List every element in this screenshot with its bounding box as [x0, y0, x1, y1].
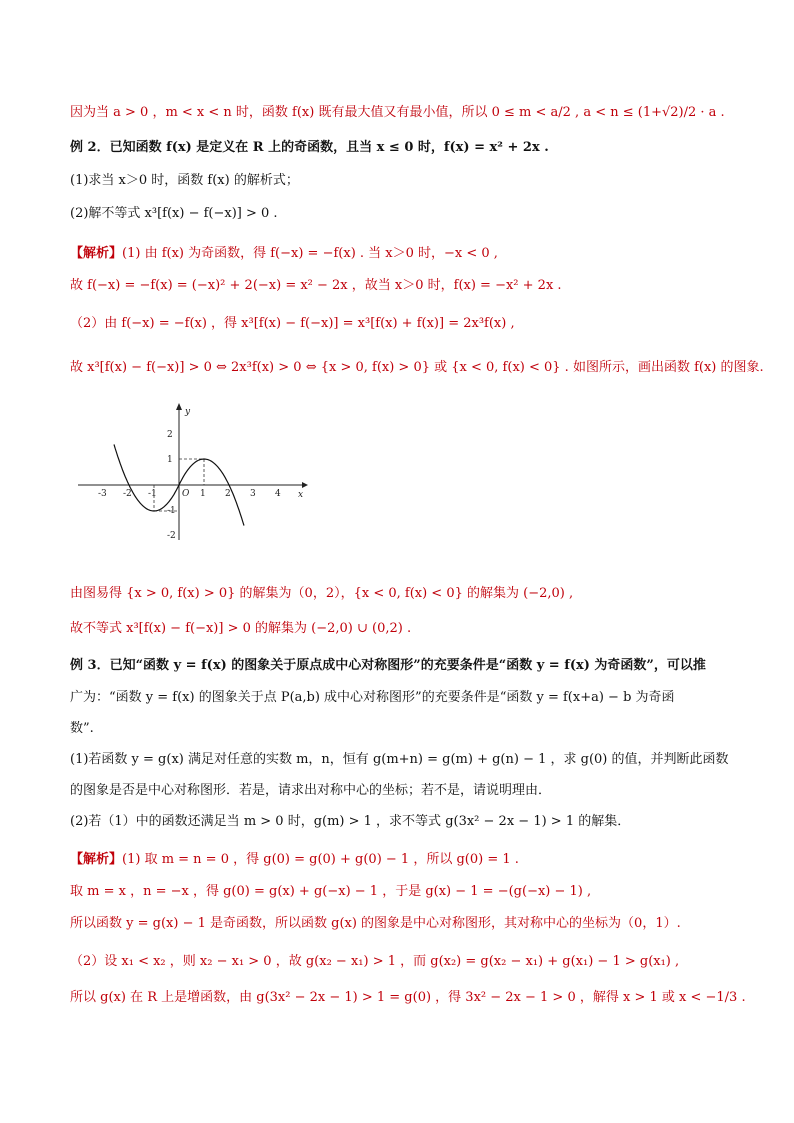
x-axis-arrow: [302, 482, 308, 488]
x-axis-label: x: [298, 490, 304, 500]
solution-3-line-1: [70, 850, 519, 870]
x-tick: 2: [225, 489, 231, 499]
x-tick: 4: [275, 489, 281, 499]
solution-2-line-3: （2）由 f(−x) = −f(x) ，得 x³[f(x) − f(−x)] = x³[f(x) + f(x)] = 2x³f(x) ,: [70, 316, 515, 331]
solution-3-line-4: （2）设 x₁ < x₂ ，则 x₂ − x₁ > 0 ，故 g(x₂ − x₁) > 1 ，而 g(x₂) = g(x₂ − x₁) + g(x₁) − 1 > g(x₁) ,: [70, 954, 680, 969]
y-axis-label: y: [185, 407, 191, 417]
solution-2-text-1: (1) 由 f(x) 为奇函数，得 f(−x) = −f(x) . 当 x＞0 时，−x < 0 ,: [122, 246, 498, 261]
solution-2-line-2: 故 f(−x) = −f(x) = (−x)² + 2(−x) = x² − 2x ，故当 x＞0 时，f(x) = −x² + 2x .: [70, 278, 562, 293]
question-3-2: (2)若（1）中的函数还满足当 m > 0 时，g(m) > 1 ，求不等式 g(3x² − 2x − 1) > 1 的解集．: [70, 814, 631, 829]
y-tick: -1: [167, 506, 176, 516]
x-tick: -1: [148, 489, 157, 499]
y-axis-arrow: [176, 403, 182, 410]
solution-3-line-2: 取 m = x ，n = −x ，得 g(0) = g(x) + g(−x) − 1 ，于是 g(x) − 1 = −(g(−x) − 1) ,: [70, 884, 592, 899]
solution-2-line-5: 由图易得 {x > 0, f(x) > 0} 的解集为（0，2），{x < 0, f(x) < 0} 的解集为 (−2,0) ,: [70, 586, 574, 601]
question-2-1: (1)求当 x＞0 时，函数 f(x) 的解析式；: [70, 173, 299, 188]
function-graph: [70, 400, 315, 545]
solution-3-text-1: (1) 取 m = n = 0 ，得 g(0) = g(0) + g(0) − 1 ，所以 g(0) = 1 .: [122, 852, 519, 867]
solution-tag: 【解析】: [70, 246, 123, 261]
x-tick: 1: [200, 489, 206, 499]
example-3-text-1: 例 3．已知“函数 y = f(x) 的图象关于原点成中心对称图形”的充要条件是“函数 y = f(x) 为奇函数”，可以推: [70, 658, 706, 673]
example-3-line-1: [70, 656, 706, 676]
solution-tag: 【解析】: [70, 852, 123, 867]
x-tick: -3: [98, 489, 107, 499]
example-2-title: [70, 138, 549, 158]
x-tick: -2: [123, 489, 132, 499]
y-tick: -2: [167, 531, 176, 541]
text-line-1: 因为当 a > 0 ，m < x < n 时，函数 f(x) 既有最大值又有最小值，所以 0 ≤ m < a/2 , a < n ≤ (1+√2)/2 · a .: [70, 105, 725, 120]
x-tick: 3: [250, 489, 256, 499]
solution-3-line-5: 所以 g(x) 在 R 上是增函数，由 g(3x² − 2x − 1) > 1 = g(0) ，得 3x² − 2x − 1 > 0 ，解得 x > 1 或 x < −1/3 .: [70, 990, 746, 1005]
question-3-1-cont: 的图象是否是中心对称图形．若是，请求出对称中心的坐标；若不是，请说明理由．: [70, 783, 552, 798]
example-3-line-3: 数”.: [70, 721, 94, 736]
solution-3-line-3: 所以函数 y = g(x) − 1 是奇函数，所以函数 g(x) 的图象是中心对称图形，其对称中心的坐标为（0，1）.: [70, 916, 681, 931]
origin-label: O: [182, 489, 190, 499]
y-tick: 1: [167, 455, 173, 465]
question-2-2: (2)解不等式 x³[f(x) − f(−x)] > 0 .: [70, 206, 278, 221]
solution-2-line-6: 故不等式 x³[f(x) − f(−x)] > 0 的解集为 (−2,0) ∪ (0,2) .: [70, 621, 412, 636]
question-3-1: (1)若函数 y = g(x) 满足对任意的实数 m，n，恒有 g(m+n) = g(m) + g(n) − 1 ，求 g(0) 的值，并判断此函数: [70, 752, 729, 767]
y-tick: 2: [167, 430, 173, 440]
example-3-line-2: 广为：“函数 y = f(x) 的图象关于点 P(a,b) 成中心对称图形”的充要条件是“函数 y = f(x+a) − b 为奇函: [70, 690, 675, 705]
solution-2-line-1: [70, 244, 498, 264]
example-2-statement: 例 2．已知函数 f(x) 是定义在 R 上的奇函数，且当 x ≤ 0 时，f(x) = x² + 2x .: [70, 140, 549, 155]
solution-2-line-4: 故 x³[f(x) − f(−x)] > 0 ⇔ 2x³f(x) > 0 ⇔ {x > 0, f(x) > 0} 或 {x < 0, f(x) < 0} . 如图所示，画出函数 f(x) 的图象.: [70, 360, 764, 375]
